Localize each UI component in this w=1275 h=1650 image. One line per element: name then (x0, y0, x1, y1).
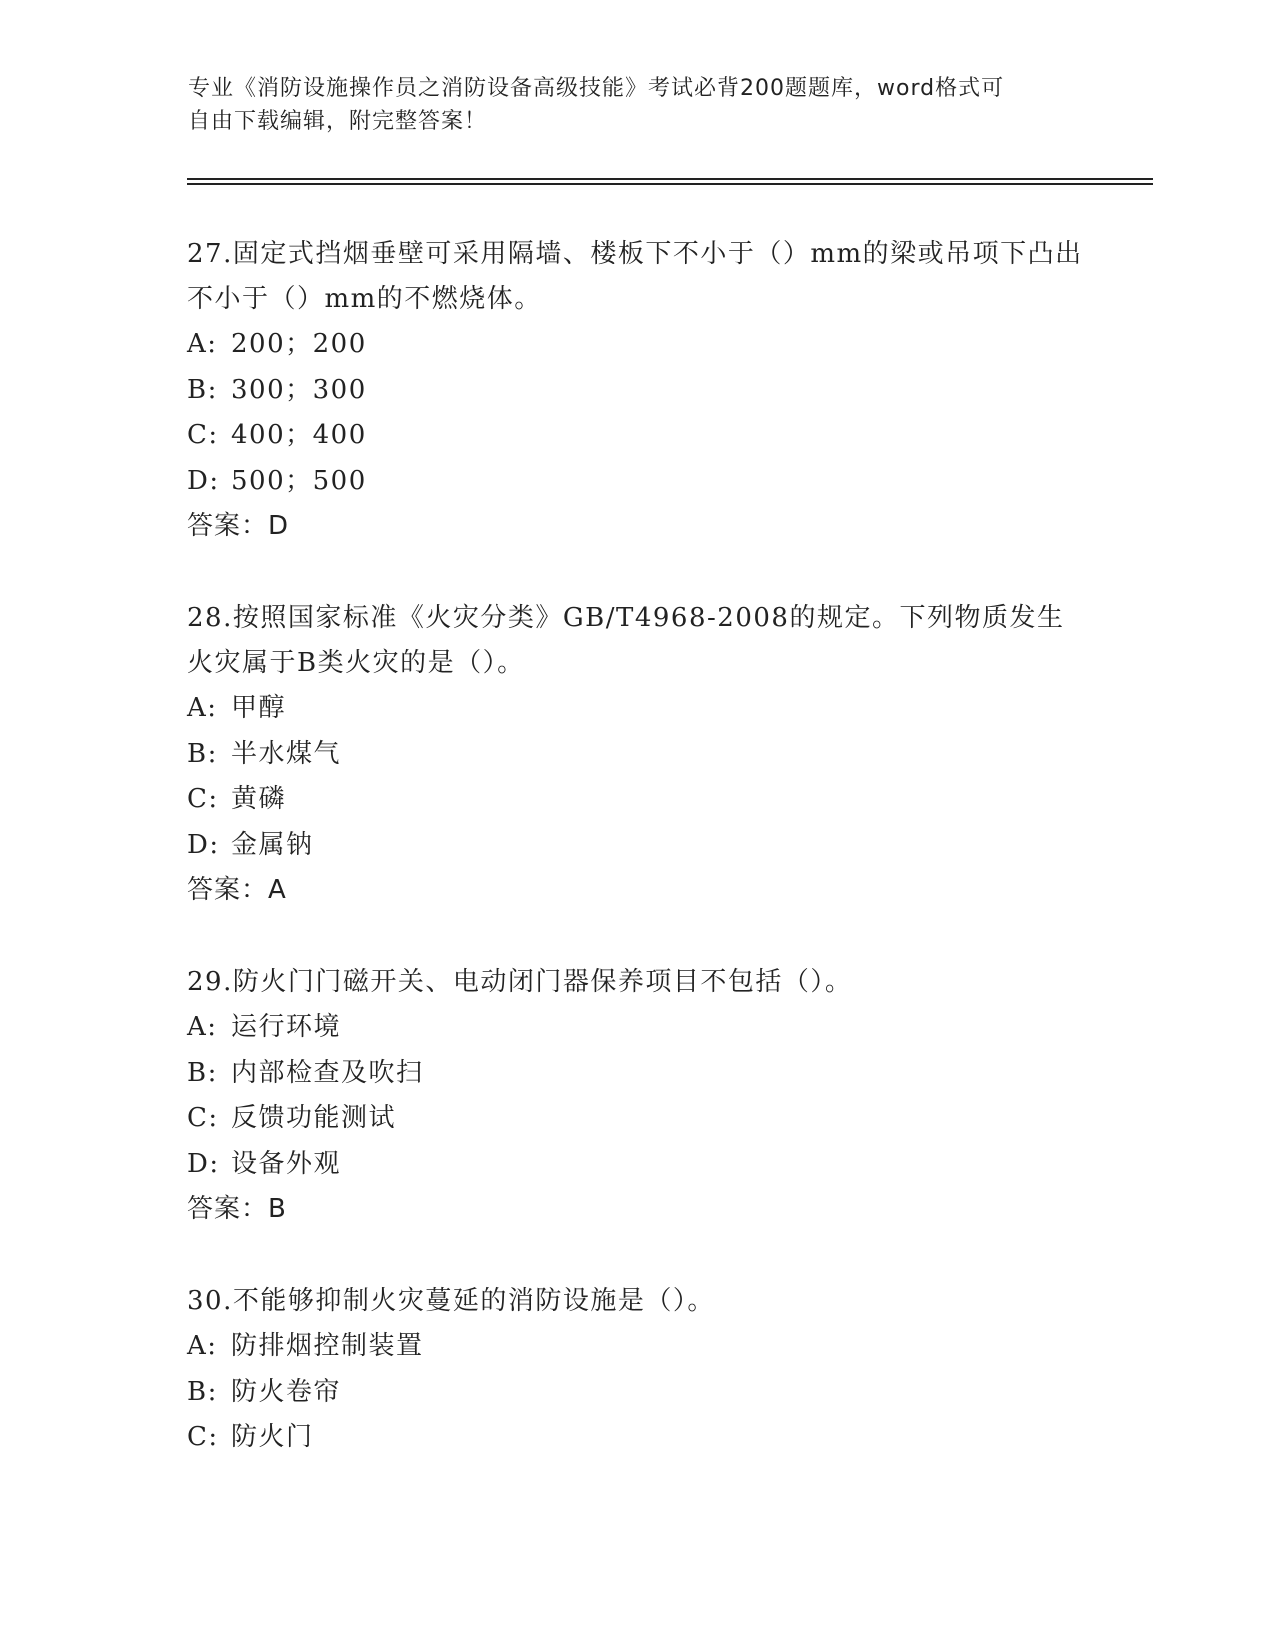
option-text: 设备外观 (231, 1148, 342, 1179)
header-rule-top (187, 178, 1153, 180)
answer-line: 答案：A (187, 875, 287, 906)
option-b (187, 1370, 1087, 1416)
option-text: 半水煤气 (231, 738, 342, 769)
question-29 (187, 960, 1087, 1233)
option-text: 500；500 (231, 465, 367, 496)
option-letter: C: (187, 1103, 219, 1134)
answer-line: 答案：B (187, 1194, 287, 1225)
option-a (187, 322, 1087, 368)
option-b (187, 732, 1087, 778)
option-a (187, 686, 1087, 732)
option-d (187, 459, 1087, 505)
header-rule-bottom (187, 183, 1153, 185)
document-header (188, 72, 1088, 138)
option-letter: B: (187, 738, 218, 769)
question-30 (187, 1279, 1087, 1461)
option-text: 300；300 (231, 374, 367, 405)
question-stem: 28.按照国家标准《火灾分类》GB/T4968-2008的规定。下列物质发生火灾属于B类火灾的是（）。 (187, 602, 1065, 678)
option-text: 防火门 (231, 1422, 314, 1453)
option-letter: D: (187, 1148, 220, 1179)
option-text: 防火卷帘 (231, 1376, 342, 1407)
option-letter: B: (187, 1376, 218, 1407)
option-letter: D: (187, 465, 220, 496)
answer-line: 答案：D (187, 511, 290, 542)
option-letter: A: (187, 329, 218, 359)
option-b (187, 368, 1087, 414)
option-d (187, 823, 1087, 869)
option-letter: D: (187, 829, 220, 860)
question-stem: 27.固定式挡烟垂壁可采用隔墙、楼板下不小于（）mm的梁或吊项下凸出不小于（）mm的不燃烧体。 (187, 239, 1083, 314)
option-text: 甲醇 (231, 692, 287, 723)
option-text: 内部检查及吹扫 (231, 1057, 424, 1088)
option-d (187, 1142, 1087, 1188)
option-c (187, 413, 1087, 459)
option-letter: A: (187, 692, 218, 723)
option-a (187, 1005, 1087, 1051)
option-letter: A: (187, 1330, 218, 1361)
option-text: 200；200 (231, 329, 367, 359)
option-text: 400；400 (231, 420, 367, 451)
option-text: 防排烟控制装置 (231, 1330, 424, 1361)
option-c (187, 1096, 1087, 1142)
question-28 (187, 596, 1087, 914)
question-stem: 30.不能够抑制火灾蔓延的消防设施是（）。 (187, 1285, 715, 1316)
option-c (187, 777, 1087, 823)
option-letter: A: (187, 1011, 218, 1042)
option-text: 黄磷 (231, 784, 287, 815)
header-line-1: 专业《消防设施操作员之消防设备高级技能》考试必背200题题库，word格式可 (188, 76, 1005, 101)
question-list (187, 232, 1087, 1507)
option-text: 金属钠 (231, 829, 314, 860)
option-letter: C: (187, 1422, 219, 1453)
option-text: 运行环境 (231, 1011, 342, 1042)
option-a (187, 1324, 1087, 1370)
question-27 (187, 232, 1087, 550)
option-letter: C: (187, 420, 219, 451)
option-text: 反馈功能测试 (231, 1103, 397, 1134)
header-line-2: 自由下载编辑，附完整答案！ (188, 109, 488, 134)
question-stem: 29.防火门门磁开关、电动闭门器保养项目不包括（）。 (187, 966, 853, 997)
option-c (187, 1415, 1087, 1461)
option-b (187, 1051, 1087, 1097)
option-letter: C: (187, 784, 219, 815)
option-letter: B: (187, 1057, 218, 1088)
option-letter: B: (187, 374, 218, 405)
